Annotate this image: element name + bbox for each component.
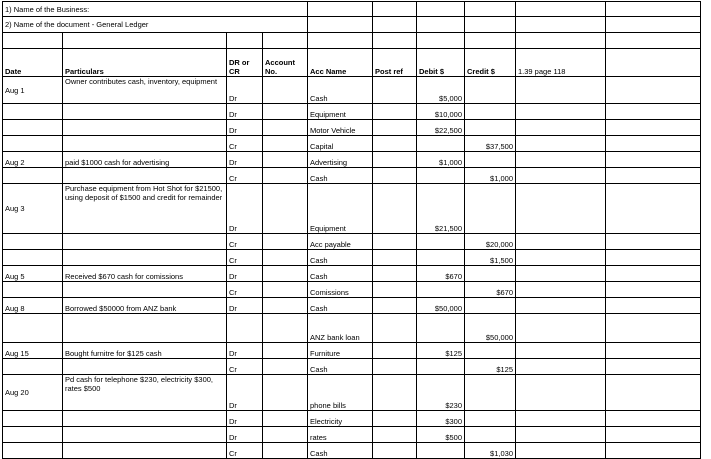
- particulars-cell[interactable]: [63, 250, 227, 266]
- credit-cell[interactable]: $125: [465, 359, 516, 375]
- account-no-cell[interactable]: [263, 234, 308, 250]
- acc-name-cell[interactable]: Cash: [308, 298, 373, 314]
- table-row: [3, 250, 701, 266]
- particulars-cell[interactable]: Borrowed $50000 from ANZ bank: [63, 298, 227, 314]
- date-cell[interactable]: Aug 1: [3, 77, 63, 104]
- empty-cell[interactable]: [606, 343, 701, 359]
- particulars-cell[interactable]: [63, 282, 227, 298]
- credit-cell[interactable]: [465, 152, 516, 168]
- general-ledger-table: [2, 1, 701, 459]
- acc-name-cell[interactable]: Equipment: [308, 104, 373, 120]
- post-ref-cell[interactable]: [373, 104, 417, 120]
- acc-name-cell[interactable]: Electricity: [308, 411, 373, 427]
- drcr-cell[interactable]: [227, 314, 263, 343]
- column-header-row: [3, 49, 701, 77]
- particulars-cell[interactable]: [63, 314, 227, 343]
- empty-cell[interactable]: [516, 282, 606, 298]
- date-cell[interactable]: Aug 20: [3, 375, 63, 411]
- table-row: [3, 314, 701, 343]
- acc-name-cell[interactable]: Acc payable: [308, 234, 373, 250]
- particulars-cell[interactable]: Bought furnitre for $125 cash: [63, 343, 227, 359]
- post-ref-header[interactable]: Post ref: [373, 49, 417, 77]
- account-no-cell[interactable]: [263, 266, 308, 282]
- particulars-header[interactable]: Particulars: [63, 49, 227, 77]
- empty-cell[interactable]: [516, 234, 606, 250]
- empty-cell[interactable]: [606, 77, 701, 104]
- post-ref-cell[interactable]: [373, 282, 417, 298]
- date-cell[interactable]: [3, 104, 63, 120]
- debit-cell[interactable]: $500: [417, 427, 465, 443]
- empty-cell[interactable]: [606, 359, 701, 375]
- particulars-cell[interactable]: Pd cash for telephone $230, electricity $300, rates $500: [63, 375, 227, 411]
- note-cell[interactable]: 1.39 page 118: [516, 49, 606, 77]
- table-row: [3, 136, 701, 152]
- empty-cell[interactable]: [516, 375, 606, 411]
- spacer-row: [3, 33, 701, 49]
- empty-cell[interactable]: [516, 298, 606, 314]
- acc-name-cell[interactable]: Cash: [308, 266, 373, 282]
- date-cell[interactable]: Aug 3: [3, 184, 63, 234]
- debit-cell[interactable]: [417, 136, 465, 152]
- table-row: [3, 152, 701, 168]
- account-no-cell[interactable]: [263, 77, 308, 104]
- credit-cell[interactable]: [465, 104, 516, 120]
- acc-name-cell[interactable]: Motor Vehicle: [308, 120, 373, 136]
- credit-cell[interactable]: [465, 427, 516, 443]
- acc-name-cell[interactable]: Cash: [308, 359, 373, 375]
- date-cell[interactable]: [3, 427, 63, 443]
- table-row: [3, 427, 701, 443]
- acc-name-cell[interactable]: Capital: [308, 136, 373, 152]
- acc-name-cell[interactable]: rates: [308, 427, 373, 443]
- empty-cell[interactable]: [516, 136, 606, 152]
- debit-cell[interactable]: $230: [417, 375, 465, 411]
- account-no-cell[interactable]: [263, 136, 308, 152]
- empty-cell[interactable]: [606, 234, 701, 250]
- particulars-cell[interactable]: [63, 359, 227, 375]
- empty-cell[interactable]: [606, 152, 701, 168]
- credit-cell[interactable]: [465, 266, 516, 282]
- date-cell[interactable]: [3, 136, 63, 152]
- debit-cell[interactable]: $21,500: [417, 184, 465, 234]
- particulars-cell[interactable]: [63, 104, 227, 120]
- date-cell[interactable]: [3, 314, 63, 343]
- particulars-cell[interactable]: [63, 120, 227, 136]
- acc-name-cell[interactable]: phone bills: [308, 375, 373, 411]
- debit-cell[interactable]: $22,500: [417, 120, 465, 136]
- drcr-cell[interactable]: Cr: [227, 443, 263, 459]
- drcr-cell[interactable]: Cr: [227, 250, 263, 266]
- credit-cell[interactable]: [465, 343, 516, 359]
- credit-header[interactable]: Credit $: [465, 49, 516, 77]
- empty-cell[interactable]: [606, 375, 701, 411]
- table-row: [3, 77, 701, 104]
- post-ref-cell[interactable]: [373, 168, 417, 184]
- date-cell[interactable]: [3, 359, 63, 375]
- credit-cell[interactable]: $1,500: [465, 250, 516, 266]
- date-cell[interactable]: Aug 15: [3, 343, 63, 359]
- drcr-cell[interactable]: Dr: [227, 375, 263, 411]
- drcr-cell[interactable]: Dr: [227, 152, 263, 168]
- table-row: [3, 266, 701, 282]
- empty-cell[interactable]: [606, 298, 701, 314]
- credit-cell[interactable]: [465, 184, 516, 234]
- account-no-cell[interactable]: [263, 168, 308, 184]
- particulars-cell[interactable]: [63, 234, 227, 250]
- date-header[interactable]: Date: [3, 49, 63, 77]
- acc-name-cell[interactable]: Cash: [308, 443, 373, 459]
- drcr-cell[interactable]: Cr: [227, 282, 263, 298]
- acc-name-cell[interactable]: Cash: [308, 250, 373, 266]
- date-cell[interactable]: [3, 282, 63, 298]
- header-row-document: [3, 17, 701, 33]
- post-ref-cell[interactable]: [373, 343, 417, 359]
- drcr-cell[interactable]: Dr: [227, 184, 263, 234]
- table-row: [3, 298, 701, 314]
- post-ref-cell[interactable]: [373, 427, 417, 443]
- particulars-cell[interactable]: Received $670 cash for comissions: [63, 266, 227, 282]
- credit-cell[interactable]: $1,000: [465, 168, 516, 184]
- table-row: [3, 168, 701, 184]
- drcr-cell[interactable]: Cr: [227, 359, 263, 375]
- credit-cell[interactable]: $1,030: [465, 443, 516, 459]
- debit-cell[interactable]: [417, 359, 465, 375]
- drcr-cell[interactable]: Dr: [227, 411, 263, 427]
- empty-cell[interactable]: [516, 314, 606, 343]
- date-cell[interactable]: [3, 120, 63, 136]
- post-ref-cell[interactable]: [373, 375, 417, 411]
- particulars-cell[interactable]: Purchase equipment from Hot Shot for $21500, using deposit of $1500 and credit for remainder: [63, 184, 227, 234]
- empty-cell[interactable]: [516, 266, 606, 282]
- account-no-cell[interactable]: [263, 298, 308, 314]
- empty-cell[interactable]: [606, 266, 701, 282]
- particulars-cell[interactable]: [63, 427, 227, 443]
- particulars-cell[interactable]: [63, 411, 227, 427]
- particulars-cell[interactable]: Owner contributes cash, inventory, equipment: [63, 77, 227, 104]
- credit-cell[interactable]: $670: [465, 282, 516, 298]
- post-ref-cell[interactable]: [373, 266, 417, 282]
- debit-cell[interactable]: $5,000: [417, 77, 465, 104]
- account-no-cell[interactable]: [263, 314, 308, 343]
- empty-cell[interactable]: [606, 282, 701, 298]
- acc-name-cell[interactable]: Advertising: [308, 152, 373, 168]
- empty-cell[interactable]: [606, 168, 701, 184]
- empty-cell[interactable]: [516, 120, 606, 136]
- empty-cell[interactable]: [516, 152, 606, 168]
- debit-cell[interactable]: [417, 250, 465, 266]
- debit-cell[interactable]: [417, 168, 465, 184]
- date-cell[interactable]: Aug 2: [3, 152, 63, 168]
- header-row-business: [3, 2, 701, 17]
- post-ref-cell[interactable]: [373, 298, 417, 314]
- account-no-cell[interactable]: [263, 184, 308, 234]
- debit-cell[interactable]: $125: [417, 343, 465, 359]
- credit-cell[interactable]: $20,000: [465, 234, 516, 250]
- debit-cell[interactable]: $670: [417, 266, 465, 282]
- acc-name-cell[interactable]: Cash: [308, 168, 373, 184]
- drcr-cell[interactable]: Dr: [227, 120, 263, 136]
- credit-cell[interactable]: [465, 411, 516, 427]
- acc-name-cell[interactable]: Comissions: [308, 282, 373, 298]
- empty-cell[interactable]: [516, 184, 606, 234]
- post-ref-cell[interactable]: [373, 120, 417, 136]
- drcr-header[interactable]: DR or CR: [227, 49, 263, 77]
- empty-cell[interactable]: [606, 411, 701, 427]
- acc-name-header[interactable]: Acc Name: [308, 49, 373, 77]
- post-ref-cell[interactable]: [373, 152, 417, 168]
- drcr-cell[interactable]: Cr: [227, 234, 263, 250]
- drcr-cell[interactable]: Dr: [227, 104, 263, 120]
- account-no-cell[interactable]: [263, 250, 308, 266]
- date-cell[interactable]: Aug 5: [3, 266, 63, 282]
- particulars-cell[interactable]: paid $1000 cash for advertising: [63, 152, 227, 168]
- empty-cell[interactable]: [606, 314, 701, 343]
- particulars-cell[interactable]: [63, 136, 227, 152]
- table-row: [3, 184, 701, 234]
- empty-cell[interactable]: [516, 168, 606, 184]
- account-no-cell[interactable]: [263, 152, 308, 168]
- account-no-cell[interactable]: [263, 343, 308, 359]
- date-cell[interactable]: Aug 8: [3, 298, 63, 314]
- empty-cell[interactable]: [606, 120, 701, 136]
- empty-cell[interactable]: [516, 359, 606, 375]
- empty-cell[interactable]: [516, 411, 606, 427]
- empty-cell[interactable]: [606, 184, 701, 234]
- debit-header[interactable]: Debit $: [417, 49, 465, 77]
- acc-name-cell[interactable]: Cash: [308, 77, 373, 104]
- debit-cell[interactable]: $10,000: [417, 104, 465, 120]
- debit-cell[interactable]: $1,000: [417, 152, 465, 168]
- account-no-header[interactable]: Account No.: [263, 49, 308, 77]
- account-no-cell[interactable]: [263, 427, 308, 443]
- drcr-cell[interactable]: Dr: [227, 77, 263, 104]
- table-row: [3, 375, 701, 411]
- post-ref-cell[interactable]: [373, 184, 417, 234]
- account-no-cell[interactable]: [263, 120, 308, 136]
- drcr-cell[interactable]: Cr: [227, 168, 263, 184]
- table-row: [3, 359, 701, 375]
- credit-cell[interactable]: $37,500: [465, 136, 516, 152]
- debit-cell[interactable]: [417, 234, 465, 250]
- table-row: [3, 120, 701, 136]
- table-row: [3, 234, 701, 250]
- debit-cell[interactable]: [417, 314, 465, 343]
- account-no-cell[interactable]: [263, 282, 308, 298]
- date-cell[interactable]: [3, 168, 63, 184]
- credit-cell[interactable]: [465, 375, 516, 411]
- account-no-cell[interactable]: [263, 359, 308, 375]
- post-ref-cell[interactable]: [373, 136, 417, 152]
- credit-cell[interactable]: [465, 120, 516, 136]
- post-ref-cell[interactable]: [373, 234, 417, 250]
- account-no-cell[interactable]: [263, 375, 308, 411]
- post-ref-cell[interactable]: [373, 250, 417, 266]
- credit-cell[interactable]: [465, 77, 516, 104]
- table-row: [3, 104, 701, 120]
- table-row: [3, 343, 701, 359]
- empty-cell[interactable]: [516, 427, 606, 443]
- credit-cell[interactable]: $50,000: [465, 314, 516, 343]
- drcr-cell[interactable]: Dr: [227, 343, 263, 359]
- date-cell[interactable]: [3, 234, 63, 250]
- empty-cell[interactable]: [606, 427, 701, 443]
- debit-cell[interactable]: [417, 282, 465, 298]
- empty-cell[interactable]: [516, 104, 606, 120]
- post-ref-cell[interactable]: [373, 77, 417, 104]
- debit-cell[interactable]: $300: [417, 411, 465, 427]
- account-no-cell[interactable]: [263, 104, 308, 120]
- business-name-cell[interactable]: 1) Name of the Business:: [3, 2, 308, 17]
- acc-name-cell[interactable]: ANZ bank loan: [308, 314, 373, 343]
- drcr-cell[interactable]: Dr: [227, 266, 263, 282]
- particulars-cell[interactable]: [63, 168, 227, 184]
- acc-name-cell[interactable]: Furniture: [308, 343, 373, 359]
- empty-cell[interactable]: [606, 136, 701, 152]
- debit-cell[interactable]: $50,000: [417, 298, 465, 314]
- credit-cell[interactable]: [465, 298, 516, 314]
- table-row: [3, 411, 701, 427]
- drcr-cell[interactable]: Cr: [227, 136, 263, 152]
- empty-cell[interactable]: [516, 250, 606, 266]
- document-name-cell[interactable]: 2) Name of the document - General Ledger: [3, 17, 308, 33]
- date-cell[interactable]: [3, 250, 63, 266]
- acc-name-cell[interactable]: Equipment: [308, 184, 373, 234]
- empty-cell[interactable]: [516, 343, 606, 359]
- empty-cell[interactable]: [606, 250, 701, 266]
- date-cell[interactable]: [3, 411, 63, 427]
- table-row: [3, 282, 701, 298]
- post-ref-cell[interactable]: [373, 411, 417, 427]
- drcr-cell[interactable]: Dr: [227, 298, 263, 314]
- drcr-cell[interactable]: Dr: [227, 427, 263, 443]
- empty-cell[interactable]: [606, 104, 701, 120]
- post-ref-cell[interactable]: [373, 314, 417, 343]
- empty-cell[interactable]: [516, 77, 606, 104]
- post-ref-cell[interactable]: [373, 359, 417, 375]
- account-no-cell[interactable]: [263, 411, 308, 427]
